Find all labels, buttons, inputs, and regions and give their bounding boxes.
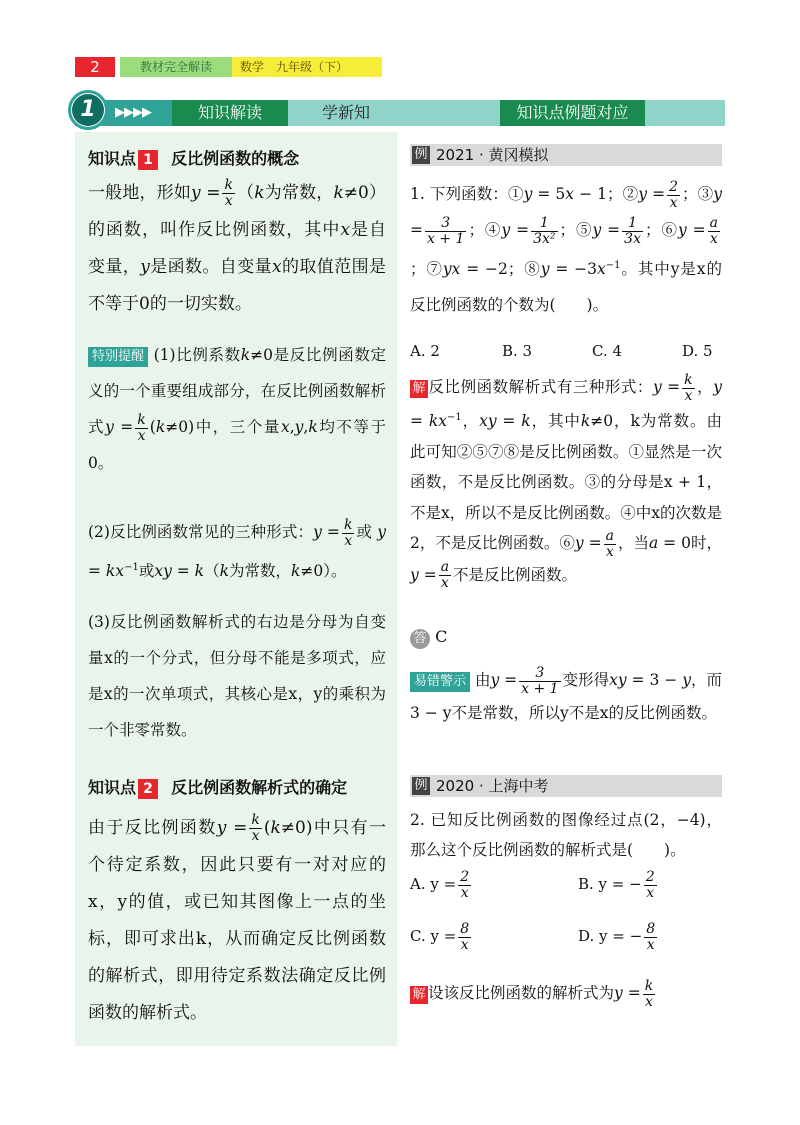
- text: B. y = −: [578, 875, 642, 894]
- text: 变形得: [562, 671, 610, 689]
- text: ；⑧: [507, 260, 541, 279]
- kp2-heading: [88, 775, 388, 799]
- text: 1. 下列函数：①: [410, 185, 524, 203]
- kp1-heading: [88, 146, 388, 170]
- text: ；⑥: [644, 221, 678, 239]
- note-2: (2)反比例函数常见的三种形式：y = $\frac{k}{x}$ 或 $y = kx^{-1}$或xy = k（k为常数，k≠0）。: [88, 516, 386, 581]
- text: 或: [138, 562, 155, 581]
- text: ；②: [607, 185, 639, 203]
- option-a[interactable]: A. y = $\frac{2}{x}$: [410, 869, 470, 901]
- book-title: 教材完全解读: [120, 57, 232, 77]
- question-2: 2. 已知反比例函数的图像经过点(2，−4)，那么这个反比例函数的解析式是( )。: [410, 811, 722, 859]
- kp-label: 知识点: [88, 149, 137, 168]
- answer-value: C: [435, 627, 448, 646]
- text: 。其中y是x的反比例函数的个数为( )。: [410, 260, 722, 315]
- option-b[interactable]: B. 3: [502, 342, 533, 360]
- subject-grade: 数学 九年级（下）: [232, 57, 382, 77]
- answer-1: [410, 627, 447, 649]
- text: 中只有一个待定系数，因此只要有一对对应的x，y的值，或已知其图像上一点的坐标，即可求出k，从而确定反比例函数的解析式，即用待定系数法确定反比例函数的解析式。: [88, 818, 386, 1023]
- example-icon: 例: [412, 146, 430, 164]
- special-note-label: 特别提醒: [88, 347, 148, 367]
- kp1-definition: 一般地，形如y = $\frac{k}{x}$ （k为常数，k≠0）的函数，叫作反比例函数，其中x是自变量，y是函数。自变量x的取值范围是不等于0的一切实数。: [88, 177, 387, 314]
- text: ）。: [323, 562, 347, 581]
- text: 是反比例函数定义的一个重要组成部分，在反比例函数解析式: [88, 346, 386, 436]
- text: C. y =: [410, 927, 457, 946]
- tag-example-mapping: 知识点例题对应: [500, 100, 645, 126]
- text: 是函数。自变量: [149, 257, 273, 277]
- text: 的取值范围是不等于0的一切实数。: [88, 257, 387, 314]
- tag-learn-new: 学新知: [322, 103, 371, 122]
- text: ，当: [617, 534, 649, 553]
- text: （: [204, 562, 220, 581]
- text: 时，: [690, 534, 722, 553]
- text: ；④: [468, 221, 502, 239]
- question-1: 1. 下列函数：①y = 5x − 1；②y = $\frac{2}{x}$ ；③y = $\frac{3}{x + 1}$ ；④y = $\frac{1}{\text{3x²}}$ ；⑤y = $\frac{1}{3x}$ ；⑥y = $\frac{a}{x}$ ；⑦yx = −2；⑧y = $-3x^{-1}$。其中y是x的反比例函数的个数为( )。: [410, 178, 722, 315]
- example-1-bar: [410, 144, 722, 166]
- text: A. y =: [410, 875, 457, 894]
- example-source: 2020 · 上海中考: [436, 777, 549, 795]
- error-warning: 易错警示 由y = $\frac{3}{x + 1}$ 变形得xy = 3 − y，而3 − y不是常数，所以y不是x的反比例函数。: [410, 664, 722, 722]
- solution-1: 解 反比例函数解析式有三种形式：y = $\frac{k}{x}$ ，$y = kx^{-1}$，xy = k，其中k≠0，k为常数。由此可知②⑤⑦⑧是反比例函数。①显然是一次函数，不是反比例函数。③的分母是x + 1，不是x，所以不是反比例函数。④中x的次数是2，不是反比例函数。⑥y = $\frac{a}{x}$ ，当a = 0时，y = $\frac{a}{x}$ 不是反比例函数。: [410, 371, 722, 592]
- solution-2: 解 设该反比例函数的解析式为y = $\frac{k}{x}$: [410, 975, 722, 1011]
- option-c[interactable]: C. y = $\frac{8}{x}$: [410, 921, 470, 953]
- kp-title: 反比例函数解析式的确定: [171, 778, 348, 797]
- text: ，其中: [530, 412, 581, 431]
- kp-label: 知识点: [88, 778, 137, 797]
- text: 反比例函数解析式有三种形式：: [428, 378, 653, 396]
- text: 设该反比例函数的解析式为: [428, 984, 615, 1002]
- text: ，k为常数。由此可知②⑤⑦⑧是反比例函数。①显然是一次函数，不是反比例函数。③的分母是x + 1，不是x，所以不是反比例函数。④中x的次数是2，不是反比例函数。⑥: [410, 412, 722, 553]
- page-number: 2: [75, 57, 115, 77]
- special-note: 特别提醒 (1)比例系数k≠0是反比例函数定义的一个重要组成部分，在反比例函数解析式y = $\frac{k}{x}$ (k≠0)中，三个量x,y,k均不等于0。: [88, 346, 386, 472]
- text: 由于反比例函数: [88, 818, 217, 838]
- warning-label: 易错警示: [410, 672, 470, 692]
- note-3: (3)反比例函数解析式的右边是分母为自变量x的一个分式，但分母不能是多项式，应是x的一次单项式，其核心是x，y的乘积为一个非零常数。: [88, 613, 386, 739]
- text: ，: [696, 378, 714, 396]
- text: ；③: [681, 185, 714, 203]
- text: 为常数，: [229, 562, 292, 581]
- text: ，而3 − y不是常数，所以y不是x的反比例函数。: [410, 671, 722, 722]
- text: D. y = −: [578, 927, 643, 946]
- text: 均不等于0。: [88, 418, 386, 472]
- text: （: [236, 183, 255, 203]
- option-b[interactable]: B. y = − $\frac{2}{x}$: [578, 869, 655, 901]
- section-number: 1: [72, 94, 104, 126]
- example-icon: 例: [412, 777, 430, 795]
- kp2-body: 由于反比例函数y = $\frac{k}{x}$ (k≠0)中只有一个待定系数，因此只要有一对对应的x，y的值，或已知其图像上一点的坐标，即可求出k，从而确定反比例函数的解析式，即用待定系数法确定反比例函数的解析式。: [88, 812, 386, 1023]
- option-c[interactable]: C. 4: [592, 342, 623, 360]
- example-2-bar: [410, 775, 722, 797]
- text: 不是反比例函数。: [453, 565, 578, 584]
- text: 是自变量，: [88, 220, 387, 277]
- text: 一般地，形如: [88, 183, 192, 203]
- text: 或: [356, 523, 373, 541]
- text: 中，三个量: [194, 418, 281, 436]
- solution-icon: 解: [410, 380, 428, 398]
- option-d[interactable]: D. y = − $\frac{8}{x}$: [578, 921, 656, 953]
- arrow-icons: ▶▶▶▶: [115, 105, 151, 120]
- text: 为常数，: [264, 183, 334, 203]
- kp-number: 2: [138, 779, 158, 799]
- answer-icon: 答: [410, 629, 430, 649]
- kp-title: 反比例函数的概念: [171, 149, 300, 168]
- text: 由: [474, 671, 491, 689]
- text: ）的函数，叫作反比例函数，其中: [88, 183, 387, 240]
- example-source: 2021 · 黄冈模拟: [436, 146, 549, 164]
- text: (1)比例系数: [153, 346, 241, 364]
- text: (2)反比例函数常见的三种形式：: [88, 523, 314, 541]
- text: ；⑤: [559, 221, 593, 239]
- option-d[interactable]: D. 5: [682, 342, 713, 360]
- option-a[interactable]: A. 2: [410, 342, 440, 360]
- text: ；⑦: [410, 260, 443, 279]
- tag-knowledge-reading: 知识解读: [172, 100, 288, 126]
- solution-icon: 解: [410, 986, 428, 1004]
- kp-number: 1: [138, 150, 158, 170]
